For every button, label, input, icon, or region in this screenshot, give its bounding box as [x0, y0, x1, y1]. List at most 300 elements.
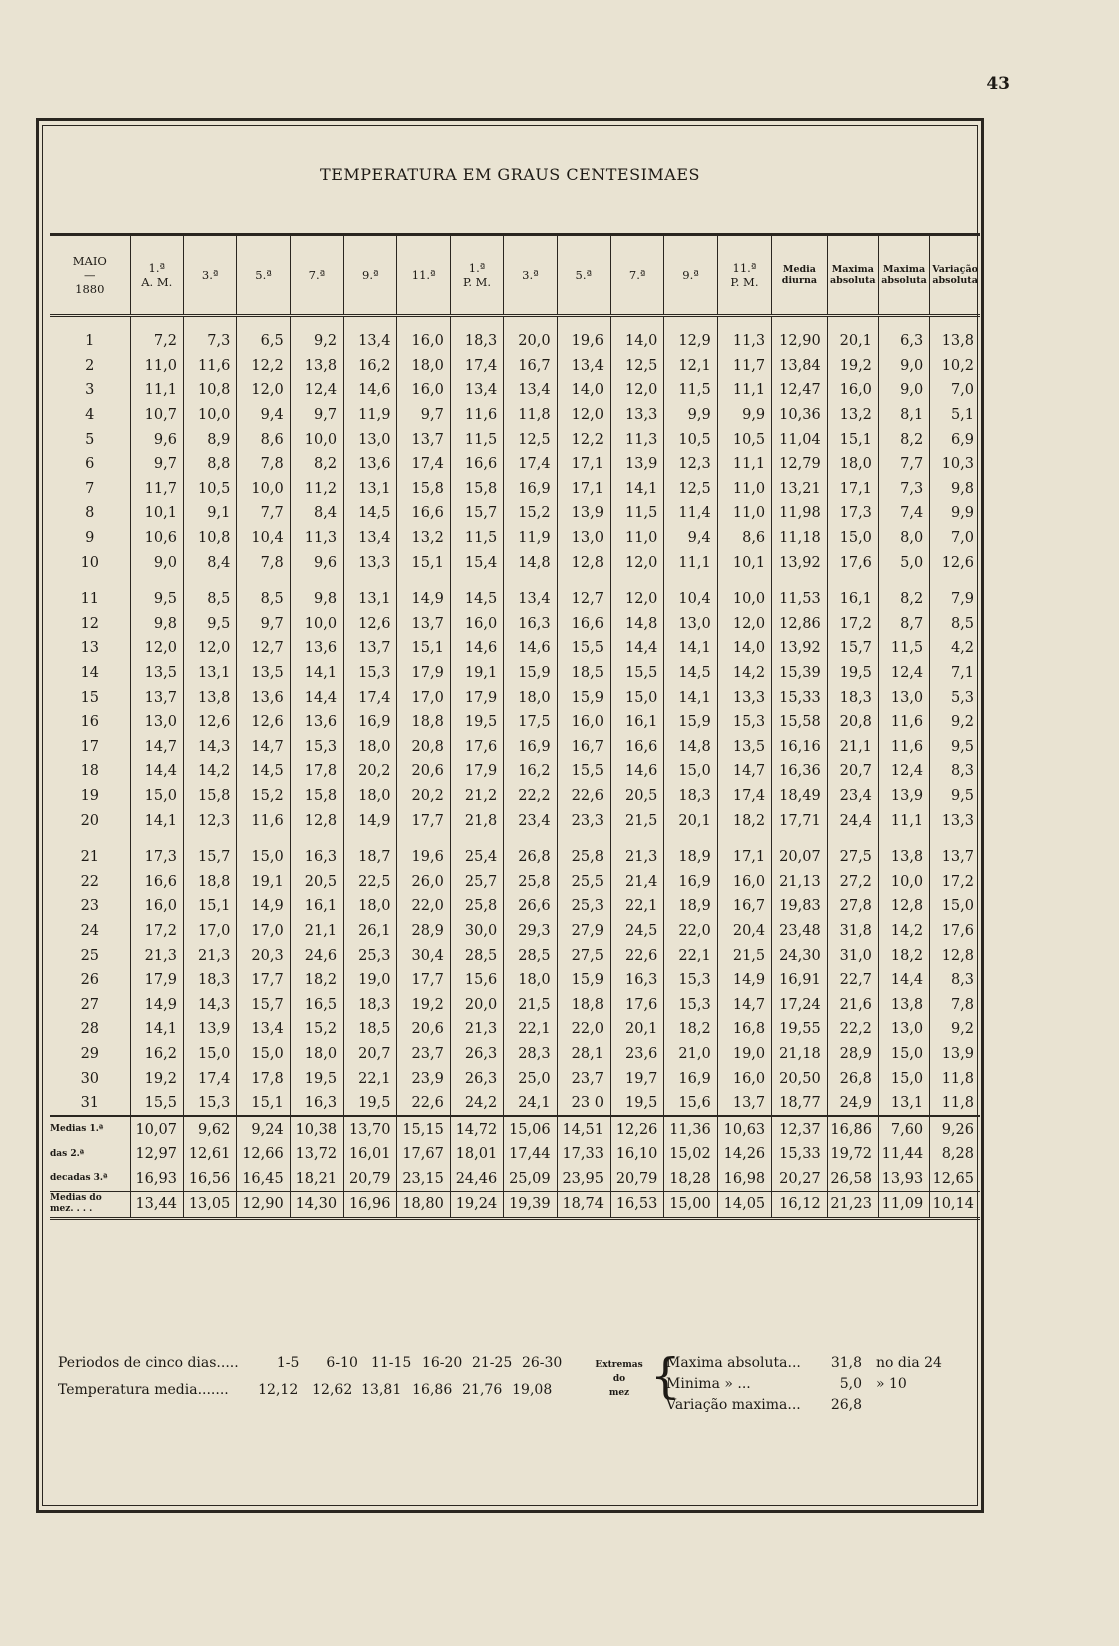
- periods-values: [257, 1355, 567, 1371]
- table-cell: 19,0: [344, 968, 397, 993]
- table-cell: 16,7: [557, 735, 610, 760]
- table-cell: 14,8: [664, 735, 717, 760]
- table-row: [50, 501, 980, 526]
- table-cell: 16,0: [717, 869, 771, 894]
- table-cell: 13,0: [557, 526, 610, 551]
- table-cell: 10,5: [183, 477, 236, 502]
- table-cell: 16,6: [557, 612, 610, 637]
- table-cell: 16,0: [717, 1066, 771, 1091]
- table-cell: 10,5: [717, 427, 771, 452]
- table-cell: 11,3: [290, 526, 343, 551]
- table-row: [50, 735, 980, 760]
- table-cell: 8,2: [878, 427, 929, 452]
- period-value: 16-20: [421, 1355, 463, 1371]
- table-cell: 25,8: [450, 894, 503, 919]
- table-cell: 12,9: [664, 316, 717, 354]
- table-cell: 15,8: [183, 784, 236, 809]
- table-cell: 22,1: [664, 943, 717, 968]
- table-cell: 18,5: [344, 1017, 397, 1042]
- table-cell: 11,6: [183, 354, 236, 379]
- table-cell: 13,8: [878, 845, 929, 870]
- table-cell: 12,0: [130, 636, 183, 661]
- table-cell: 11,7: [130, 477, 183, 502]
- table-cell: 20,5: [290, 869, 343, 894]
- temperature-table: [50, 233, 980, 1220]
- table-cell: 13,0: [130, 710, 183, 735]
- table-cell: 15,7: [237, 992, 290, 1017]
- table-cell: 9,8: [290, 587, 343, 612]
- table-cell: 9,8: [130, 612, 183, 637]
- table-cell: 16,6: [130, 869, 183, 894]
- table-cell: 28,5: [450, 943, 503, 968]
- table-cell: 26,1: [344, 919, 397, 944]
- table-cell: 19,39: [504, 1192, 557, 1219]
- table-cell: 14,7: [717, 992, 771, 1017]
- table-cell: 15,15: [397, 1116, 450, 1142]
- table-cell: 16,98: [717, 1167, 771, 1192]
- table-cell: 14,5: [664, 661, 717, 686]
- extremes-list: [666, 1355, 942, 1418]
- table-cell: 14,9: [130, 992, 183, 1017]
- table-row: [50, 784, 980, 809]
- table-cell: 9,4: [664, 526, 717, 551]
- table-cell: 13,0: [664, 612, 717, 637]
- table-cell: 22,6: [610, 943, 663, 968]
- table-cell: 18,3: [344, 992, 397, 1017]
- table-cell: 16,0: [827, 378, 878, 403]
- table-cell: 19,55: [772, 1017, 828, 1042]
- table-cell: 13,9: [878, 784, 929, 809]
- table-cell: 15,0: [130, 784, 183, 809]
- table-cell: 13,3: [610, 403, 663, 428]
- table-cell: 10,07: [130, 1116, 183, 1142]
- table-cell: 14,1: [130, 808, 183, 833]
- table-cell: 16,96: [344, 1192, 397, 1219]
- table-cell: 12,6: [344, 612, 397, 637]
- table-cell: 13,4: [237, 1017, 290, 1042]
- table-cell: 6,9: [930, 427, 980, 452]
- table-cell: 12,0: [183, 636, 236, 661]
- table-cell: 17,6: [827, 550, 878, 575]
- table-row: [50, 1142, 980, 1167]
- table-row: [50, 943, 980, 968]
- table-cell: 18,77: [772, 1091, 828, 1117]
- table-cell: 13,8: [930, 316, 980, 354]
- table-cell: 11,5: [450, 526, 503, 551]
- table-cell: 11,98: [772, 501, 828, 526]
- table-cell: 12,2: [557, 427, 610, 452]
- table-cell: 12,37: [772, 1116, 828, 1142]
- table-cell: 9,5: [930, 784, 980, 809]
- table-cell: 14,7: [717, 759, 771, 784]
- table-cell: 16,1: [827, 587, 878, 612]
- table-cell: 20,2: [344, 759, 397, 784]
- table-cell: 16,3: [610, 968, 663, 993]
- table-cell: 25,8: [504, 869, 557, 894]
- table-cell: 19,24: [450, 1192, 503, 1219]
- table-cell: 14,1: [610, 477, 663, 502]
- table-cell: 16,01: [344, 1142, 397, 1167]
- table-cell: 26,3: [450, 1066, 503, 1091]
- column-header: Maxima absoluta: [827, 235, 878, 316]
- table-cell: 13,6: [237, 685, 290, 710]
- table-cell: 22,0: [664, 919, 717, 944]
- table-cell: 18,3: [827, 685, 878, 710]
- table-row: [50, 427, 980, 452]
- table-cell: 12,26: [610, 1116, 663, 1142]
- table-cell: 20,1: [610, 1017, 663, 1042]
- table-row: [50, 612, 980, 637]
- table-cell: 14,4: [610, 636, 663, 661]
- table-cell: 15,3: [717, 710, 771, 735]
- table-cell: 15,1: [397, 550, 450, 575]
- table-cell: 18,2: [878, 943, 929, 968]
- table-cell: 11,4: [664, 501, 717, 526]
- extremes-brace: {: [650, 1348, 681, 1404]
- table-cell: 18,2: [290, 968, 343, 993]
- table-cell: 15,4: [450, 550, 503, 575]
- table-cell: 4,2: [930, 636, 980, 661]
- table-cell: 17,4: [717, 784, 771, 809]
- table-cell: 14,7: [130, 735, 183, 760]
- table-cell: 8,8: [183, 452, 236, 477]
- row-label: 14: [80, 665, 100, 682]
- table-cell: 17,4: [344, 685, 397, 710]
- table-cell: 20,3: [237, 943, 290, 968]
- month-label: MAIO: [72, 254, 107, 268]
- table-cell: 15,8: [397, 477, 450, 502]
- table-cell: 8,6: [717, 526, 771, 551]
- table-row: [50, 894, 980, 919]
- table-cell: 27,5: [827, 845, 878, 870]
- table-cell: 23,9: [397, 1066, 450, 1091]
- extreme-row: Maxima absoluta... 31,8 no dia 24: [666, 1355, 942, 1371]
- row-label: 23: [80, 898, 100, 915]
- table-cell: 10,0: [237, 477, 290, 502]
- table-body: [50, 316, 980, 1219]
- table-cell: 18,0: [344, 894, 397, 919]
- table-row: [50, 1091, 980, 1117]
- table-cell: 18,5: [557, 661, 610, 686]
- table-cell: 19,6: [557, 316, 610, 354]
- table-cell: 11,8: [504, 403, 557, 428]
- row-label: 25: [80, 947, 100, 964]
- table-cell: 23,4: [504, 808, 557, 833]
- column-header: 5.ª: [237, 235, 290, 316]
- table-cell: 14,2: [183, 759, 236, 784]
- table-cell: 10,14: [930, 1192, 980, 1219]
- table-cell: 15,5: [557, 636, 610, 661]
- table-cell: 14,1: [130, 1017, 183, 1042]
- table-cell: 7,9: [930, 587, 980, 612]
- table-cell: 31,8: [827, 919, 878, 944]
- table-cell: 12,0: [237, 378, 290, 403]
- table-cell: 17,1: [557, 452, 610, 477]
- table-cell: 10,63: [717, 1116, 771, 1142]
- table-cell: 10,6: [130, 526, 183, 551]
- table-cell: 16,0: [397, 316, 450, 354]
- table-cell: 16,0: [397, 378, 450, 403]
- table-cell: 8,5: [930, 612, 980, 637]
- table-cell: 15,0: [237, 1042, 290, 1067]
- table-row: [50, 845, 980, 870]
- table-row: [50, 1017, 980, 1042]
- table-cell: 16,3: [504, 612, 557, 637]
- row-label: 6: [85, 456, 95, 473]
- table-cell: 17,1: [827, 477, 878, 502]
- table-cell: 15,2: [290, 1017, 343, 1042]
- table-cell: 16,0: [130, 894, 183, 919]
- table-cell: 17,7: [397, 968, 450, 993]
- temp-value: 16,86: [412, 1382, 453, 1398]
- table-cell: 21,3: [183, 943, 236, 968]
- table-cell: 13,2: [827, 403, 878, 428]
- row-label: 11: [80, 591, 100, 608]
- table-row: [50, 759, 980, 784]
- table-row: [50, 710, 980, 735]
- table-cell: 15,3: [664, 992, 717, 1017]
- row-label: 17: [80, 738, 100, 755]
- table-cell: 30,4: [397, 943, 450, 968]
- table-cell: 13,44: [130, 1192, 183, 1219]
- table-cell: 14,2: [717, 661, 771, 686]
- table-cell: 15,7: [450, 501, 503, 526]
- table-cell: 13,5: [237, 661, 290, 686]
- table-cell: 14,1: [664, 685, 717, 710]
- table-cell: 15,3: [183, 1091, 236, 1117]
- table-cell: 18,3: [664, 784, 717, 809]
- table-cell: 16,0: [450, 612, 503, 637]
- table-cell: 25,4: [450, 845, 503, 870]
- period-value: 11-15: [370, 1355, 412, 1371]
- table-cell: 10,0: [290, 612, 343, 637]
- table-cell: 8,3: [930, 968, 980, 993]
- row-label: 1: [85, 333, 95, 350]
- table-cell: 22,1: [610, 894, 663, 919]
- table-cell: 13,9: [557, 501, 610, 526]
- table-cell: 14,8: [610, 612, 663, 637]
- table-cell: 16,9: [664, 869, 717, 894]
- year-label: 1880: [75, 282, 105, 296]
- spacer-row: [50, 575, 980, 587]
- periods-line: [58, 1355, 567, 1371]
- table-cell: 17,5: [504, 710, 557, 735]
- table-cell: 14,30: [290, 1192, 343, 1219]
- table-cell: 24,5: [610, 919, 663, 944]
- table-cell: 15,0: [183, 1042, 236, 1067]
- table-cell: 27,9: [557, 919, 610, 944]
- table-cell: 9,5: [130, 587, 183, 612]
- table-cell: 15,0: [827, 526, 878, 551]
- table-cell: 17,2: [930, 869, 980, 894]
- table-cell: 18,28: [664, 1167, 717, 1192]
- table-row: [50, 550, 980, 575]
- table-cell: 15,58: [772, 710, 828, 735]
- row-label: 31: [80, 1095, 100, 1112]
- table-title: TEMPERATURA EM GRAUS CENTESIMAES: [320, 165, 700, 184]
- table-cell: 17,0: [397, 685, 450, 710]
- table-cell: 19,83: [772, 894, 828, 919]
- table-cell: 12,3: [664, 452, 717, 477]
- table-cell: 14,4: [290, 685, 343, 710]
- table-cell: 17,4: [397, 452, 450, 477]
- table-cell: 14,26: [717, 1142, 771, 1167]
- table-cell: 12,8: [930, 943, 980, 968]
- period-value: 1-5: [276, 1355, 300, 1371]
- table-cell: 12,4: [290, 378, 343, 403]
- table-cell: 28,9: [397, 919, 450, 944]
- table-cell: 16,6: [610, 735, 663, 760]
- table-cell: 12,97: [130, 1142, 183, 1167]
- table-row: [50, 636, 980, 661]
- table-cell: 12,7: [557, 587, 610, 612]
- row-label: 20: [80, 812, 100, 829]
- table-cell: 15,9: [504, 661, 557, 686]
- table-cell: 18,8: [397, 710, 450, 735]
- table-cell: 15,5: [610, 661, 663, 686]
- table-cell: 24,9: [827, 1091, 878, 1117]
- table-cell: 21,5: [504, 992, 557, 1017]
- table-cell: 16,2: [130, 1042, 183, 1067]
- table-cell: 24,2: [450, 1091, 503, 1117]
- row-label: 18: [80, 763, 100, 780]
- table-cell: 25,0: [504, 1066, 557, 1091]
- table-cell: 13,3: [717, 685, 771, 710]
- table-cell: 13,05: [183, 1192, 236, 1219]
- table-cell: 15,1: [827, 427, 878, 452]
- table-cell: 15,0: [237, 845, 290, 870]
- table-cell: 12,0: [610, 378, 663, 403]
- table-cell: 19,2: [827, 354, 878, 379]
- table-cell: 21,0: [664, 1042, 717, 1067]
- table-cell: 9,6: [290, 550, 343, 575]
- table-cell: 7,1: [930, 661, 980, 686]
- table-cell: 15,9: [557, 968, 610, 993]
- table-cell: 15,0: [610, 685, 663, 710]
- table-cell: 16,5: [290, 992, 343, 1017]
- column-header: 9.ª: [344, 235, 397, 316]
- table-cell: 15,1: [183, 894, 236, 919]
- table-cell: 25,09: [504, 1167, 557, 1192]
- table-cell: 14,3: [183, 992, 236, 1017]
- row-label: 26: [80, 972, 100, 989]
- table-cell: 13,4: [504, 587, 557, 612]
- table-cell: 10,8: [183, 378, 236, 403]
- table-cell: 27,5: [557, 943, 610, 968]
- table-cell: 12,47: [772, 378, 828, 403]
- table-cell: 13,7: [930, 845, 980, 870]
- table-cell: 7,60: [878, 1116, 929, 1142]
- table-cell: 8,3: [930, 759, 980, 784]
- table-cell: 5,0: [878, 550, 929, 575]
- table-cell: 14,72: [450, 1116, 503, 1142]
- row-label: 19: [80, 787, 100, 804]
- table-cell: 14,0: [610, 316, 663, 354]
- table-cell: 13,7: [130, 685, 183, 710]
- temp-line: [58, 1382, 557, 1398]
- table-cell: 14,9: [717, 968, 771, 993]
- table-cell: 5,3: [930, 685, 980, 710]
- table-cell: 15,0: [878, 1042, 929, 1067]
- table-cell: 12,0: [610, 587, 663, 612]
- table-cell: 15,9: [664, 710, 717, 735]
- table-cell: 16,56: [183, 1167, 236, 1192]
- table-cell: 12,61: [183, 1142, 236, 1167]
- table-cell: 18,0: [344, 784, 397, 809]
- table-cell: 17,7: [237, 968, 290, 993]
- table-cell: 19,2: [397, 992, 450, 1017]
- table-cell: 14,5: [450, 587, 503, 612]
- table-cell: 23,4: [827, 784, 878, 809]
- table-cell: 20,0: [450, 992, 503, 1017]
- table-cell: 24,6: [290, 943, 343, 968]
- table-cell: 14,6: [450, 636, 503, 661]
- table-cell: 9,5: [930, 735, 980, 760]
- table-row: [50, 1066, 980, 1091]
- table-cell: 28,1: [557, 1042, 610, 1067]
- table-cell: 21,18: [772, 1042, 828, 1067]
- table-cell: 7,8: [237, 550, 290, 575]
- table-cell: 9,8: [930, 477, 980, 502]
- table-cell: 17,67: [397, 1142, 450, 1167]
- table-cell: 11,6: [878, 710, 929, 735]
- table-cell: 21,6: [827, 992, 878, 1017]
- table-cell: 9,0: [130, 550, 183, 575]
- table-cell: 14,0: [717, 636, 771, 661]
- table-row: [50, 452, 980, 477]
- table-cell: 26,8: [827, 1066, 878, 1091]
- table-cell: 18,0: [827, 452, 878, 477]
- table-cell: 13,0: [344, 427, 397, 452]
- table-cell: 16,7: [504, 354, 557, 379]
- table-cell: 18,7: [344, 845, 397, 870]
- table-cell: 14,51: [557, 1116, 610, 1142]
- table-cell: 11,53: [772, 587, 828, 612]
- table-cell: 12,6: [183, 710, 236, 735]
- table-cell: 9,7: [397, 403, 450, 428]
- table-cell: 16,1: [290, 894, 343, 919]
- table-cell: 8,2: [290, 452, 343, 477]
- row-label: 27: [80, 996, 100, 1013]
- row-label: 24: [80, 922, 100, 939]
- table-cell: 9,2: [930, 1017, 980, 1042]
- table-cell: 12,8: [290, 808, 343, 833]
- table-cell: 15,06: [504, 1116, 557, 1142]
- table-cell: 13,4: [557, 354, 610, 379]
- table-cell: 13,4: [450, 378, 503, 403]
- table-cell: 10,0: [878, 869, 929, 894]
- table-cell: 17,0: [237, 919, 290, 944]
- extremes-label: Extremas do mez: [595, 1360, 643, 1398]
- table-cell: 11,1: [664, 550, 717, 575]
- table-cell: 9,0: [878, 354, 929, 379]
- table-cell: 12,86: [772, 612, 828, 637]
- row-label: 12: [80, 615, 100, 632]
- table-cell: 26,0: [397, 869, 450, 894]
- row-label: das 2.ª: [50, 1148, 85, 1159]
- table-cell: 7,4: [878, 501, 929, 526]
- table-cell: 14,9: [237, 894, 290, 919]
- table-cell: 18,0: [397, 354, 450, 379]
- table-cell: 17,9: [450, 685, 503, 710]
- table-cell: 12,79: [772, 452, 828, 477]
- column-header: 11.ª P. M.: [717, 235, 771, 316]
- table-cell: 14,1: [664, 636, 717, 661]
- table-cell: 15,33: [772, 685, 828, 710]
- table-cell: 10,2: [930, 354, 980, 379]
- table-cell: 16,1: [610, 710, 663, 735]
- table-row: [50, 661, 980, 686]
